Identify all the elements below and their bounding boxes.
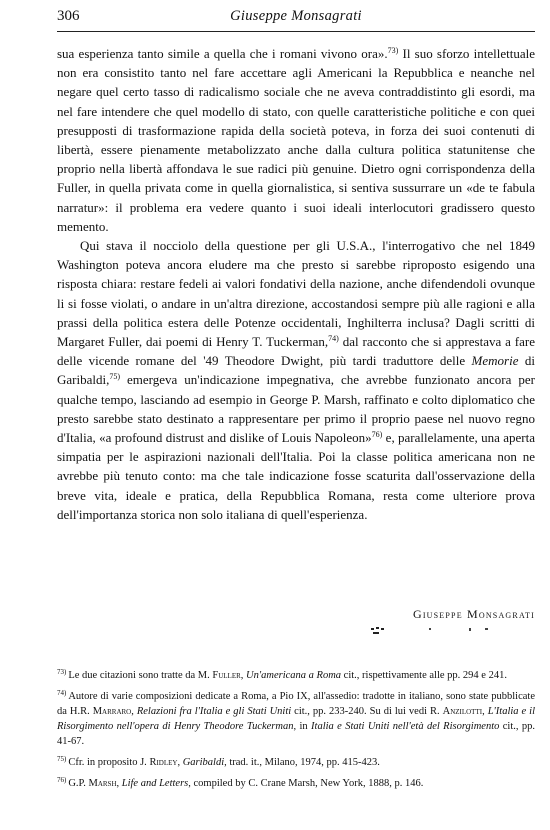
running-title: Giuseppe Monsagrati bbox=[230, 8, 362, 24]
footnote-73-title: Un'americana a Roma bbox=[246, 670, 342, 681]
footnote-74-sep-3: , in bbox=[293, 721, 312, 732]
footnote-76 bbox=[57, 776, 535, 791]
body-text bbox=[57, 44, 535, 524]
footnote-74-mark: 74) bbox=[57, 689, 67, 697]
author-signature: Giuseppe Monsagrati bbox=[412, 607, 535, 621]
footnote-75-sep: , bbox=[177, 757, 183, 768]
footnote-76-sep: , bbox=[116, 778, 122, 789]
footnote-75-author: Ridley bbox=[149, 757, 178, 768]
footnote-73 bbox=[57, 668, 535, 683]
footnote-74-sep-1: , bbox=[131, 706, 137, 717]
page-number: 306 bbox=[57, 8, 80, 24]
footnote-74-author-2: Anzilotti bbox=[442, 706, 483, 717]
footnote-73-sep: , bbox=[240, 670, 247, 681]
footnote-73-text: Le due citazioni sono tratte da M. bbox=[68, 670, 213, 681]
footnote-76-mark: 76) bbox=[57, 776, 67, 784]
footnote-74-sep-2: , bbox=[482, 706, 488, 717]
footnote-ref-76: 76) bbox=[371, 430, 383, 440]
paragraph-2-text-b: dal racconto che si apprestava a fare delle vicende romane del '49 Theodore Dwight, più tardi traduttore delle bbox=[57, 334, 535, 369]
footnotes bbox=[57, 668, 535, 797]
footnote-74-rest: cit., pp. 41-67. bbox=[57, 721, 535, 747]
paragraph-2-text-a: Qui stava il nocciolo della questione per gli U.S.A., l'interrogativo che nel 1849 Washington poteva ancora eludere ma che presto si sarebbe riproposto esigendo una risposta chiara: restare fedeli ai valori fondativi della nazione, anche difendendoli ovunque li si fosse violati, o andare in un'altra direzione, accostandosi sempre più alle ragioni e alla prassi della politica estera delle Potenze occidentali, Inghilterra inclusa? Dagli scritti di Margaret Fuller, dai poemi di Henry T. Tuckerman, bbox=[57, 238, 535, 350]
footnote-ref-75: 75) bbox=[109, 372, 121, 382]
footnote-75-rest: , trad. it., Milano, 1974, pp. 415-423. bbox=[224, 757, 380, 768]
footnote-74-text-2: cit., pp. 233-240. Su di lui vedi R. bbox=[291, 706, 443, 717]
footnote-73-author: Fuller bbox=[212, 670, 241, 681]
paragraph-1-text-a: sua esperienza tanto simile a quella che i romani vivono ora». bbox=[57, 46, 388, 61]
footnote-74-title-3: Italia e Stati Uniti nell'età del Risorgimento bbox=[311, 721, 500, 732]
footnote-74 bbox=[57, 689, 535, 749]
footnote-74-title-2: L'Italia e il Risorgimento nell'opera di Henry Theodore Tuckerman bbox=[57, 706, 536, 732]
footnote-75-title: Garibaldi bbox=[182, 757, 225, 768]
footnote-ref-74: 74) bbox=[328, 334, 339, 344]
footnote-74-author-1: Marraro bbox=[92, 706, 132, 717]
footnote-74-text: Autore di varie composizioni dedicate a Roma, a Pio IX, all'assedio: tradotte in italiano, sono state pubblicate da H.R. bbox=[57, 691, 535, 717]
footnote-75-text: Cfr. in proposito J. bbox=[68, 757, 150, 768]
paragraph-1 bbox=[57, 44, 535, 236]
footnote-75 bbox=[57, 755, 535, 770]
footnote-76-title: Life and Letters bbox=[121, 778, 189, 789]
footnote-76-rest: , compiled by C. Crane Marsh, New York, 1888, p. 146. bbox=[188, 778, 424, 789]
footnote-74-title-1: Relazioni fra l'Italia e gli Stati Uniti bbox=[136, 706, 292, 717]
running-head bbox=[57, 8, 535, 30]
footnote-75-mark: 75) bbox=[57, 755, 67, 763]
footnote-76-author: Marsh bbox=[88, 778, 117, 789]
paragraph-1-text-b: Il suo sforzo intellettuale non era consistito tanto nel fare accettare agli Americani la Repubblica e neanche nel negare quel certo tasso di radicalismo sociale che ne aveva contraddistinto gli esordi, ma nel fare intendere che quel modello di stato, con quelle caratteristiche politiche e con quei presupposti di trasformazione rapida della società poteva, in forza dei suoi contenuti di libertà, essere pienamente metabolizzato anche dalla cultura politica statunitense che proprio nella libertà affondava le sue radici più genuine. Dietro ogni corrispondenza della Fuller, in quella privata come in quella giornalistica, si sentiva sussurrare un «de te fabula narratur»: il problema era vedere quanto i suoi ideali interlocutori gradissero questo memento. bbox=[57, 46, 536, 234]
paragraph-2-text-c: di Garibaldi, bbox=[57, 353, 535, 388]
footnote-ref-73: 73) bbox=[387, 46, 399, 55]
footnote-73-rest: cit., rispettivamente alle pp. 294 e 241. bbox=[341, 670, 507, 681]
footnote-76-text: G.P. bbox=[68, 778, 89, 789]
paragraph-2-text-e: e, parallelamente, una aperta simpatia per le aspirazioni nazionali dell'Italia. Poi la classe politica americana non ne avrebbe più tenuto conto: ma che tale indicazione fosse scaturita dall'osservazione della breve vita, ideale e pratica, della Repubblica Romana, resta come ulteriore prova dell'importanza storica non solo italiana di quell'esperienza. bbox=[57, 430, 535, 522]
memorie-title: Memorie bbox=[471, 353, 519, 369]
header-rule bbox=[57, 31, 535, 32]
paragraph-2 bbox=[57, 236, 535, 524]
footnote-73-mark: 73) bbox=[57, 668, 67, 676]
paragraph-2-text-d: emergeva un'indicazione impegnativa, che avrebbe funzionato ancora per qualche tempo, lasciando ad esempio in George P. Marsh, raffinato e colto diplomatico che presto sarebbe stato destinato a rappresentare per primo il proprio paese nel nuovo regno d'Italia, «a profound distrust and dislike of Louis Napoleon» bbox=[57, 372, 535, 446]
scan-specks bbox=[369, 626, 509, 636]
